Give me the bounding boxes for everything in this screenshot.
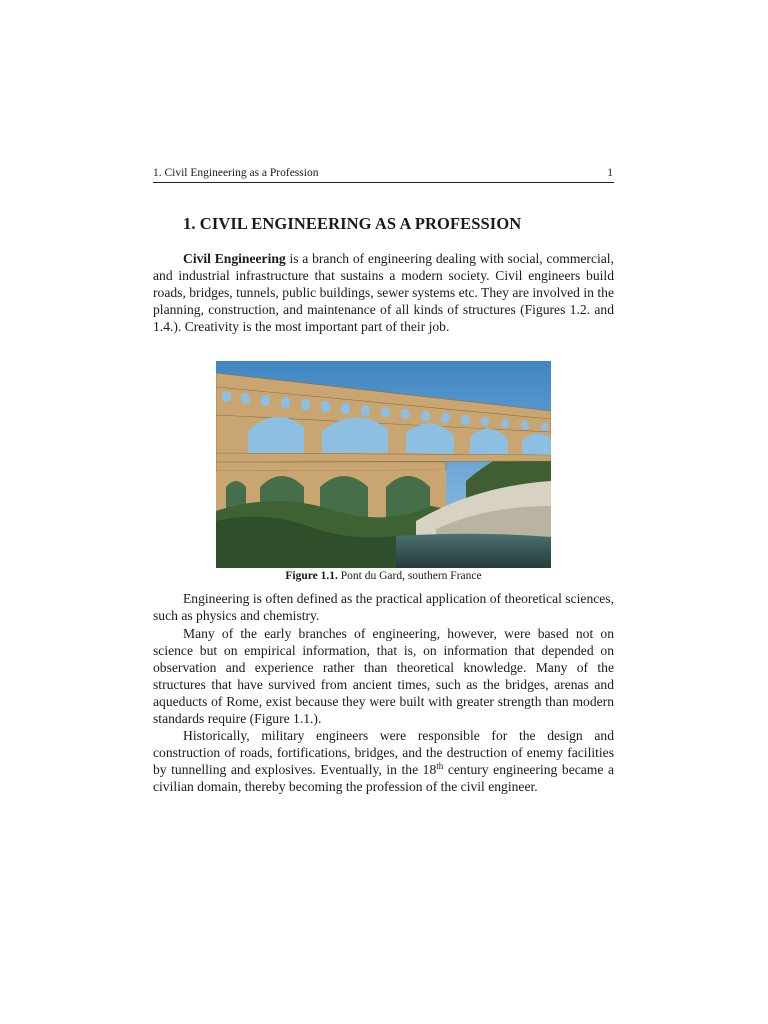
paragraph-definition: Engineering is often defined as the practical application of theoretical sciences, such as physics and chemistry. <box>153 591 614 623</box>
figure-photo-pont-du-gard <box>216 361 551 568</box>
history-text-end: century engineering became a civilian domain, thereby becoming the profession of the civil engineer. <box>153 762 614 794</box>
history-text-start: Historically, military engineers were responsible for the design and construction of roads, fortifications, bridges, and the destruction of enemy facilities by tunnelling and explosives. Eventually, in the 18 <box>153 728 614 777</box>
chapter-title: 1. CIVIL ENGINEERING AS A PROFESSION <box>183 214 522 233</box>
figure-label: Figure 1.1. <box>285 570 338 582</box>
paragraph-history <box>153 727 614 795</box>
page-number: 1 <box>607 167 613 179</box>
intro-paragraph <box>153 250 614 335</box>
ordinal-suffix: th <box>436 761 444 771</box>
bold-term: Civil Engineering <box>183 251 286 266</box>
running-header <box>153 166 614 183</box>
intro-text: is a branch of engineering dealing with social, commercial, and industrial infrastructure that sustains a modern society. Civil engineers build roads, bridges, tunnels, public buildings, sewer systems etc. They are involved in the planning, construction, and maintenance of all kinds of structures (Figures 1.2. and 1.4.). Creativity is the most important part of their job. <box>153 251 614 334</box>
figure-caption-text: Pont du Gard, southern France <box>337 570 482 582</box>
running-header-title: 1. Civil Engineering as a Profession <box>153 167 319 179</box>
paragraph-early-branches: Many of the early branches of engineering, however, were based not on science but on empirical information, that is, on information that depended on observation and experience rather than theoretical knowledge. Many of the structures that have survived from ancient times, such as the bridges, arenas and aqueducts of Rome, exist because they were built with greater strength than modern standards require (Figure 1.1.). <box>153 626 614 726</box>
figure-caption <box>153 569 614 584</box>
